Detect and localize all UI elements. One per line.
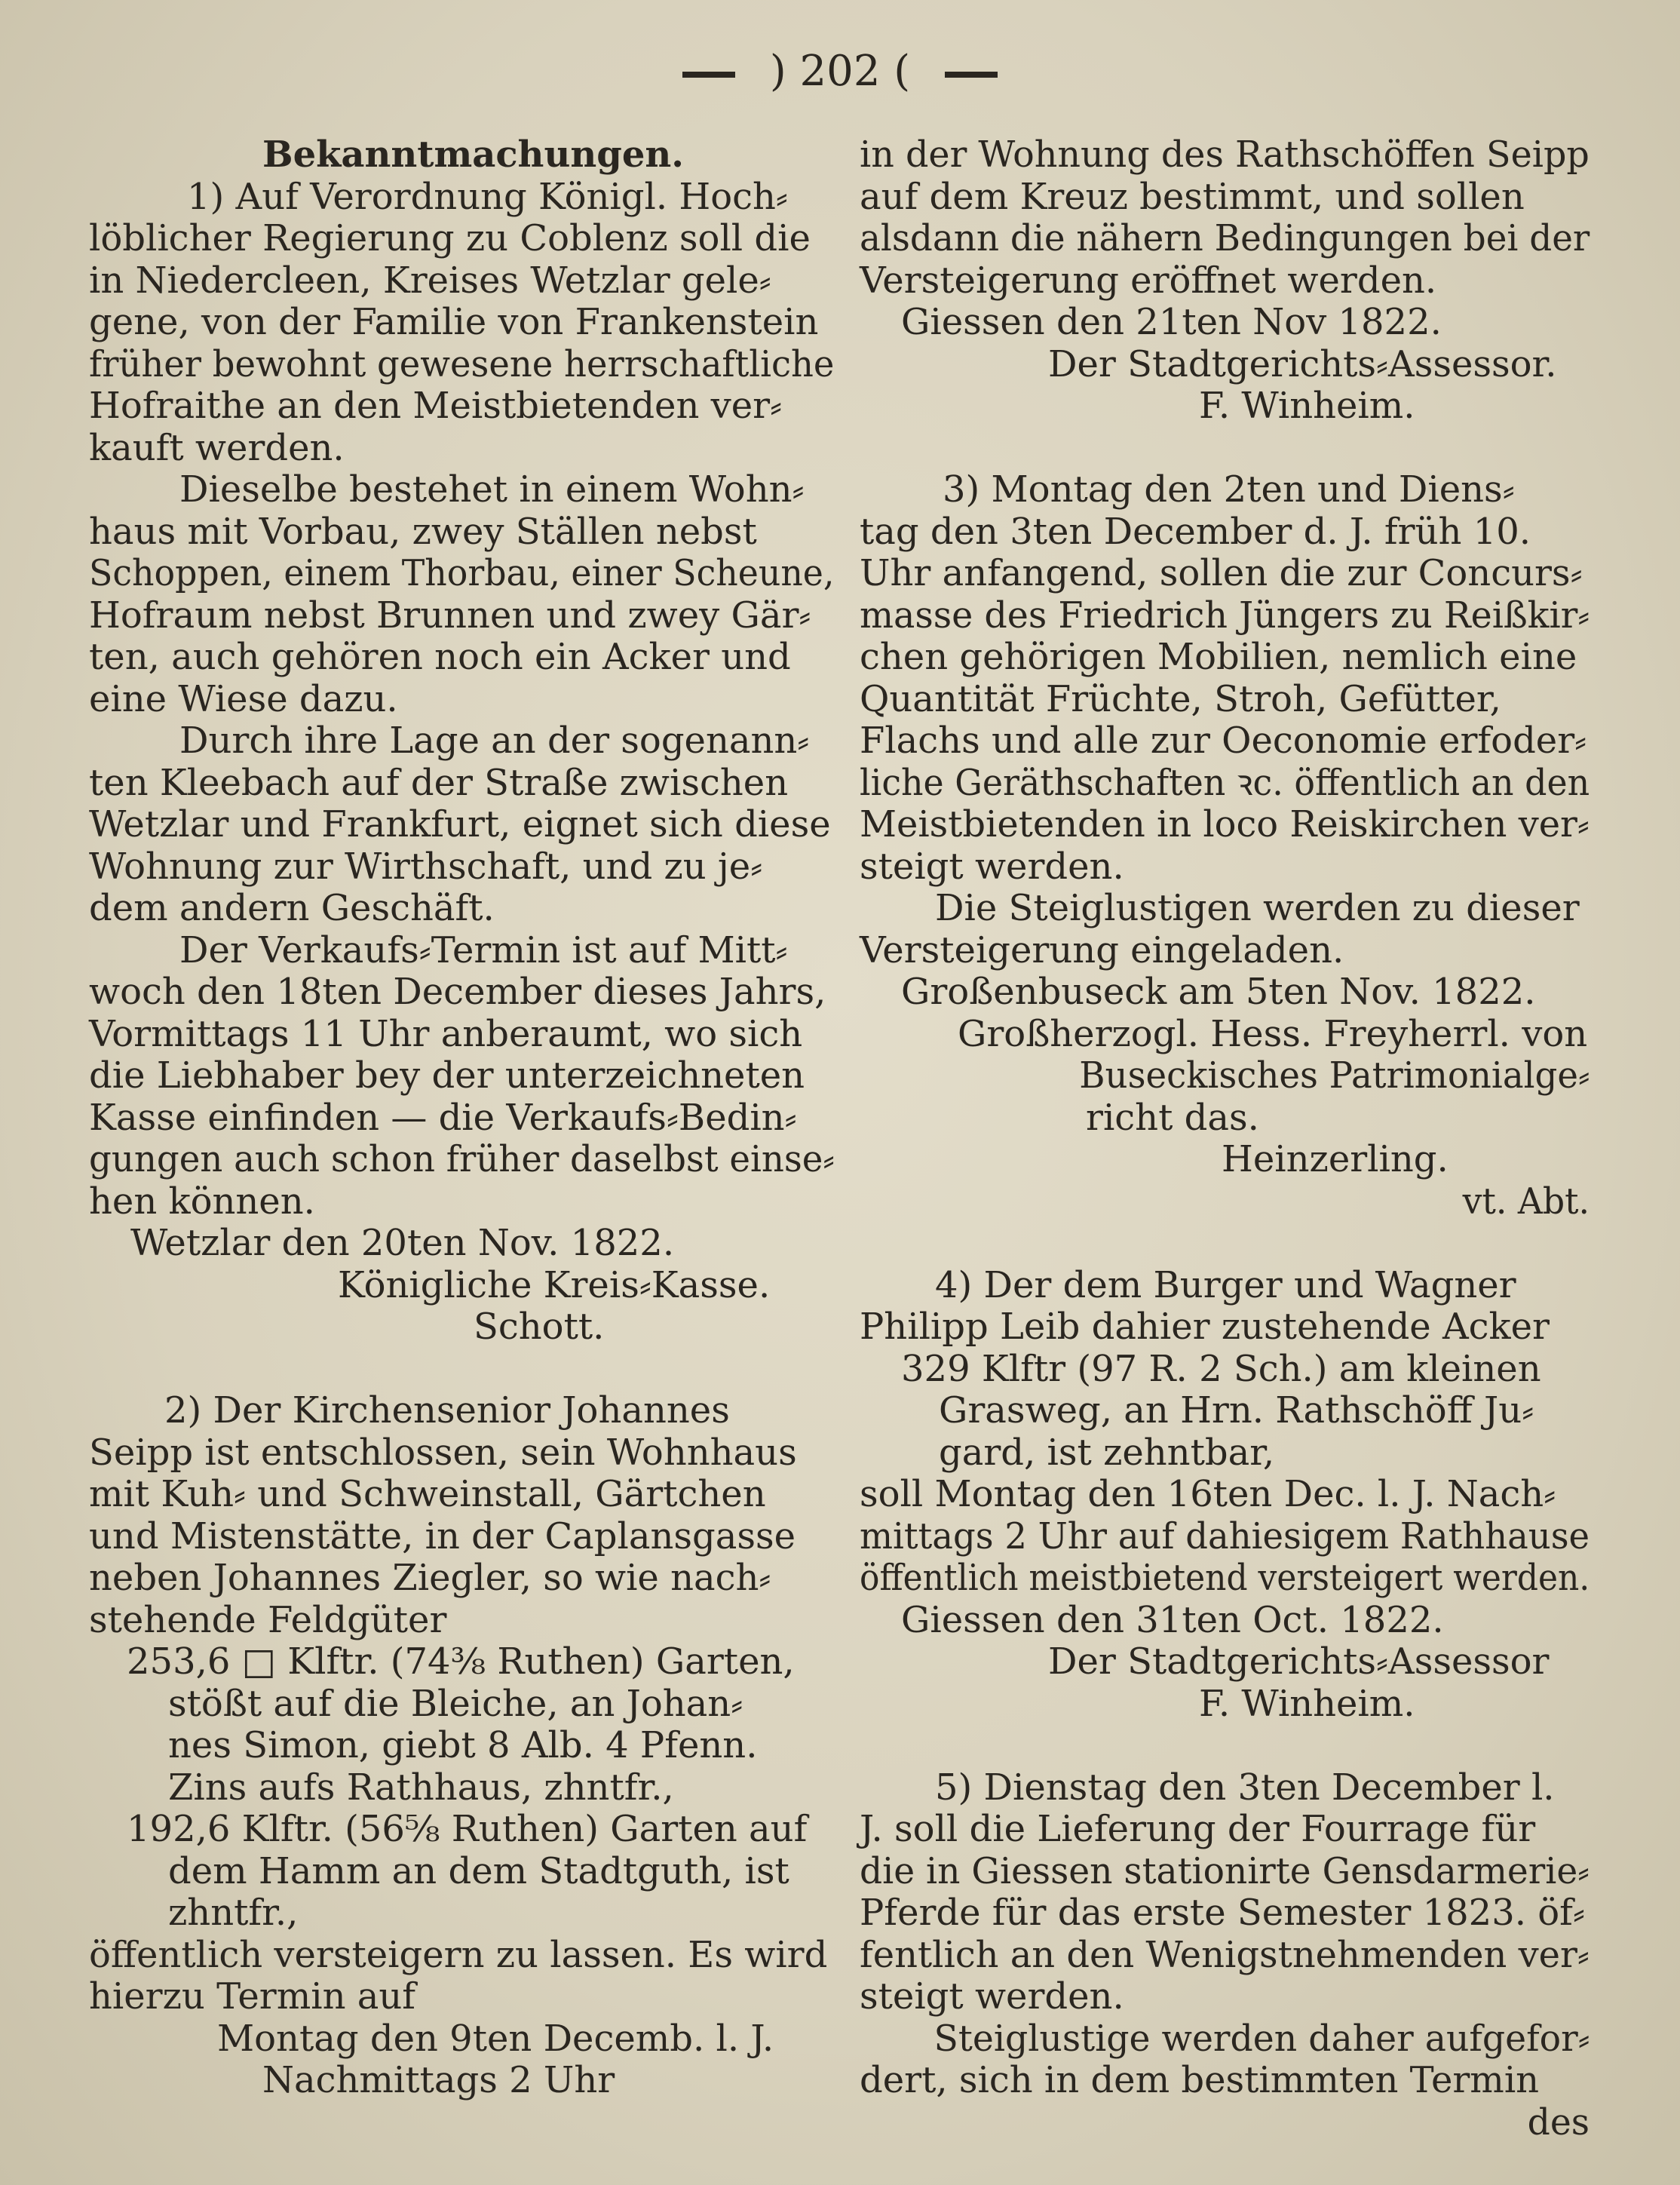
text-line: 5) Dienstag den 3ten December l. xyxy=(935,1766,1555,1809)
text-line: chen gehörigen Mobilien, nemlich eine xyxy=(860,636,1577,678)
text-line: Der Stadtgerichts⸗Assessor. xyxy=(1048,342,1557,385)
text-line: Dieselbe bestehet in einem Wohn⸗ xyxy=(179,468,805,511)
header-dash-right xyxy=(945,72,998,78)
text-line: J. soll die Lieferung der Fourrage für xyxy=(860,1808,1536,1850)
text-line: stößt auf die Bleiche, an Johan⸗ xyxy=(168,1682,743,1725)
text-line: Durch ihre Lage an der sogenann⸗ xyxy=(179,720,810,762)
text-line: auf dem Kreuz bestimmt, und sollen xyxy=(860,175,1525,218)
text-line: öffentlich meistbietend versteigert werden. xyxy=(860,1557,1590,1599)
text-line: Großenbuseck am 5ten Nov. 1822. xyxy=(901,971,1536,1013)
text-line: Philipp Leib dahier zustehende Acker xyxy=(860,1306,1550,1348)
text-line: Giessen den 31ten Oct. 1822. xyxy=(901,1598,1444,1641)
text-line: Die Steiglustigen werden zu dieser xyxy=(935,887,1580,929)
text-line: Montag den 9ten Decemb. l. J. xyxy=(217,2017,774,2060)
text-line: soll Montag den 16ten Dec. l. J. Nach⸗ xyxy=(860,1473,1556,1515)
text-line: steigt werden. xyxy=(860,845,1124,888)
text-line: löblicher Regierung zu Coblenz soll die xyxy=(89,217,811,259)
text-line: 329 Klftr (97 R. 2 Sch.) am kleinen xyxy=(901,1347,1541,1390)
text-line: Vormittags 11 Uhr anberaumt, wo sich xyxy=(89,1012,803,1055)
text-line: ten, auch gehören noch ein Acker und xyxy=(89,636,791,678)
text-line: zhntfr., xyxy=(168,1892,299,1934)
text-line: mittags 2 Uhr auf dahiesigem Rathhause xyxy=(860,1514,1590,1557)
text-line: Kasse einfinden — die Verkaufs⸗Bedin⸗ xyxy=(89,1096,797,1139)
text-line: steigt werden. xyxy=(860,1975,1124,2018)
text-line: Heinzerling. xyxy=(1222,1138,1449,1180)
text-line: woch den 18ten December dieses Jahrs, xyxy=(89,971,826,1013)
text-line: in Niedercleen, Kreises Wetzlar gele⸗ xyxy=(89,259,771,302)
paragraph-gap xyxy=(860,1223,1590,1265)
text-line: kauft werden. xyxy=(89,426,345,469)
text-line: des xyxy=(1527,2101,1590,2144)
text-line: Zins aufs Rathhaus, zhntfr., xyxy=(168,1766,674,1809)
header-dash-left xyxy=(682,72,735,78)
text-line: die in Giessen stationirte Gensdarmerie⸗ xyxy=(860,1849,1590,1892)
text-line: Steiglustige werden daher aufgefor⸗ xyxy=(934,2017,1590,2060)
paragraph-gap xyxy=(89,1349,834,1391)
text-line: dert, sich in dem bestimmten Termin xyxy=(860,2059,1540,2101)
text-line: neben Johannes Ziegler, so wie nach⸗ xyxy=(89,1557,771,1599)
text-line: fentlich an den Wenigstnehmenden ver⸗ xyxy=(860,1933,1590,1976)
text-line: Meistbietenden in loco Reiskirchen ver⸗ xyxy=(860,803,1590,845)
text-line: Der Stadtgerichts⸗Assessor xyxy=(1048,1640,1550,1683)
text-line: gard, ist zehntbar, xyxy=(939,1431,1275,1474)
text-line: 1) Auf Verordnung Königl. Hoch⸗ xyxy=(187,175,788,218)
text-line: mit Kuh⸗ und Schweinstall, Gärtchen xyxy=(89,1473,766,1515)
text-line: Nachmittags 2 Uhr xyxy=(262,2059,615,2101)
right-column xyxy=(860,134,1590,2144)
text-line: 2) Der Kirchensenior Johannes xyxy=(164,1389,730,1432)
text-line: Flachs und alle zur Oeconomie erfoder⸗ xyxy=(860,720,1587,762)
text-line: alsdann die nähern Bedingungen bei der xyxy=(860,217,1590,259)
text-line: in der Wohnung des Rathschöffen Seipp xyxy=(860,133,1590,176)
text-line: öffentlich versteigern zu lassen. Es wird xyxy=(89,1933,828,1976)
text-line: Schott. xyxy=(474,1306,605,1348)
text-line: Bekanntmachungen. xyxy=(262,133,684,176)
text-line: gene, von der Familie von Frankenstein xyxy=(89,301,819,343)
page-number: ) 202 ( xyxy=(769,47,911,96)
text-line: Versteigerung eröffnet werden. xyxy=(860,259,1437,302)
text-line: Wohnung zur Wirthschaft, und zu je⸗ xyxy=(89,845,763,888)
text-line: 253,6 □ Klftr. (74⅜ Ruthen) Garten, xyxy=(127,1640,795,1683)
text-line: tag den 3ten December d. J. früh 10. xyxy=(860,510,1531,553)
text-line: Buseckisches Patrimonialge⸗ xyxy=(1079,1054,1590,1097)
text-line: F. Winheim. xyxy=(1199,1682,1415,1725)
text-line: haus mit Vorbau, zwey Ställen nebst xyxy=(89,510,757,553)
text-line: richt das. xyxy=(1086,1096,1259,1139)
text-line: Quantität Früchte, Stroh, Gefütter, xyxy=(860,677,1501,720)
text-line: Versteigerung eingeladen. xyxy=(860,928,1344,971)
text-line: vt. Abt. xyxy=(1462,1180,1590,1223)
text-line: hierzu Termin auf xyxy=(89,1975,416,2018)
text-line: die Liebhaber bey der unterzeichneten xyxy=(89,1054,805,1097)
text-line: Hofraum nebst Brunnen und zwey Gär⸗ xyxy=(89,594,811,637)
text-line: Uhr anfangend, sollen die zur Concurs⸗ xyxy=(860,552,1583,594)
left-column xyxy=(89,134,834,2102)
text-line: 4) Der dem Burger und Wagner xyxy=(935,1263,1516,1306)
text-line: Der Verkaufs⸗Termin ist auf Mitt⸗ xyxy=(179,928,788,971)
text-line: ten Kleebach auf der Straße zwischen xyxy=(89,761,789,804)
text-line: dem andern Geschäft. xyxy=(89,887,495,929)
text-line: gungen auch schon früher daselbst einse⸗ xyxy=(89,1138,835,1180)
text-line: nes Simon, giebt 8 Alb. 4 Pfenn. xyxy=(168,1724,758,1766)
text-line: eine Wiese dazu. xyxy=(89,677,398,720)
text-line: Giessen den 21ten Nov 1822. xyxy=(901,301,1442,343)
text-line: Wetzlar den 20ten Nov. 1822. xyxy=(130,1222,675,1264)
page-header xyxy=(0,47,1680,96)
text-line: liche Geräthschaften ꝛc. öffentlich an den xyxy=(860,761,1590,804)
text-line: Hofraithe an den Meistbietenden ver⸗ xyxy=(89,385,783,427)
text-line: Grasweg, an Hrn. Rathschöff Ju⸗ xyxy=(939,1389,1534,1432)
text-line: Großherzogl. Hess. Freyherrl. von xyxy=(958,1012,1588,1055)
text-line: Königliche Kreis⸗Kasse. xyxy=(338,1263,771,1306)
text-line: masse des Friedrich Jüngers zu Reißkir⸗ xyxy=(860,594,1590,637)
paragraph-gap xyxy=(860,428,1590,470)
text-line: F. Winheim. xyxy=(1199,385,1415,427)
text-line: 192,6 Klftr. (56⅝ Ruthen) Garten auf xyxy=(127,1808,808,1850)
text-line: Seipp ist entschlossen, sein Wohnhaus xyxy=(89,1431,797,1474)
paragraph-gap xyxy=(860,1725,1590,1767)
text-line: hen können. xyxy=(89,1180,315,1223)
text-line: und Mistenstätte, in der Caplansgasse xyxy=(89,1514,796,1557)
text-line: früher bewohnt gewesene herrschaftliche xyxy=(89,342,835,385)
text-line: Pferde für das erste Semester 1823. öf⸗ xyxy=(860,1892,1585,1934)
text-line: Wetzlar und Frankfurt, eignet sich diese xyxy=(89,803,831,845)
text-line: 3) Montag den 2ten und Diens⸗ xyxy=(943,468,1515,511)
text-line: Schoppen, einem Thorbau, einer Scheune, xyxy=(89,552,835,594)
text-line: dem Hamm an dem Stadtguth, ist xyxy=(168,1849,789,1892)
text-line: stehende Feldgüter xyxy=(89,1598,447,1641)
